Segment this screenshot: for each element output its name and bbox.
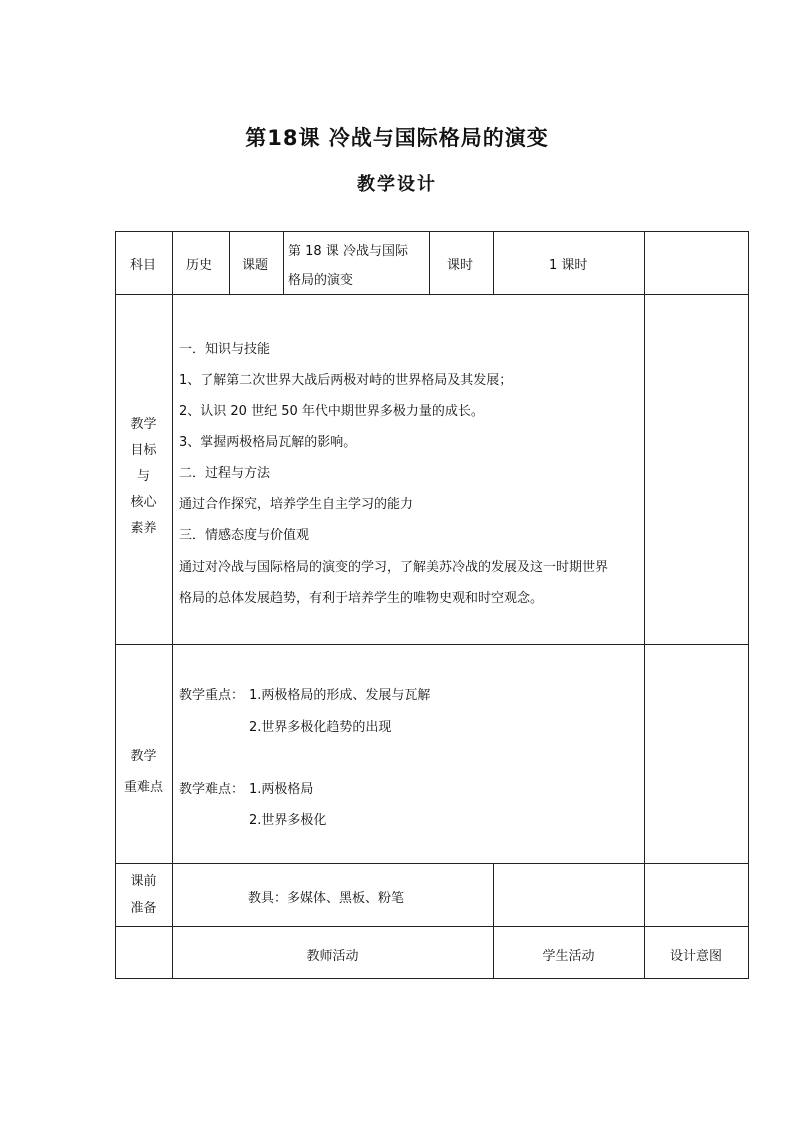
hours-value: 1 课时 [549, 258, 588, 273]
objective-item: 通过合作探究，培养学生自主学习的能力 [179, 497, 414, 512]
objectives-label-line: 素养 [130, 521, 157, 536]
student-activity-header: 学生活动 [542, 949, 595, 964]
topic-value-line-2: 格局的演变 [288, 273, 354, 288]
objectives-label-line: 教学 [130, 417, 157, 432]
table-rule [115, 294, 749, 295]
objective-item: 格局的总体发展趋势，有利于培养学生的唯物史观和时空观念。 [179, 591, 544, 606]
topic-value-line-1: 第 18 课 冷战与国际 [288, 244, 408, 259]
objective-heading-values: 三．情感态度与价值观 [179, 528, 310, 543]
subject-value: 历史 [186, 258, 213, 273]
objective-item: 通过对冷战与国际格局的演变的学习，了解美苏冷战的发展及这一时期世界 [179, 560, 609, 575]
focus-label: 教学重点： [179, 688, 245, 703]
keypoints-label [115, 741, 172, 803]
topic-label: 课题 [242, 258, 269, 273]
objectives-label [115, 412, 172, 542]
objectives-label-line: 目标 [130, 443, 157, 458]
focus-item: 2.世界多极化趋势的出现 [249, 720, 392, 735]
table-border-top [115, 231, 749, 232]
table-column-rule [229, 231, 230, 295]
table-border-bottom [115, 978, 749, 979]
preparation-label-line: 课前 [130, 874, 157, 889]
difficulty-item: 2.世界多极化 [249, 813, 327, 828]
preparation-tools: 教具：多媒体、黑板、粉笔 [248, 891, 405, 906]
difficulty-item: 1.两极格局 [249, 782, 314, 797]
document-title: 第18课 冷战与国际格局的演变 [245, 126, 549, 150]
subject-label: 科目 [130, 258, 157, 273]
preparation-label-line: 准备 [130, 901, 157, 916]
difficulty-label: 教学难点： [179, 782, 245, 797]
hours-label: 课时 [447, 258, 474, 273]
table-rule [115, 863, 749, 864]
focus-item: 1.两极格局的形成、发展与瓦解 [249, 688, 431, 703]
table-column-rule [283, 231, 284, 295]
table-column-rule [493, 231, 494, 295]
objective-heading-process: 二．过程与方法 [179, 466, 271, 481]
design-intent-header: 设计意图 [669, 949, 722, 964]
objective-item: 3、掌握两极格局瓦解的影响。 [179, 435, 357, 450]
table-border-right [748, 231, 749, 979]
keypoints-label-line: 重难点 [123, 780, 163, 795]
table-border-left [115, 231, 116, 979]
objective-item: 1、了解第二次世界大战后两极对峙的世界格局及其发展； [179, 373, 513, 388]
objectives-label-line: 与 [136, 469, 150, 484]
table-column-rule [429, 231, 430, 295]
teacher-activity-header: 教师活动 [306, 949, 359, 964]
objective-heading-knowledge: 一．知识与技能 [179, 342, 271, 357]
keypoints-label-line: 教学 [130, 749, 157, 764]
table-rule [115, 644, 749, 645]
table-column-rule [172, 231, 173, 979]
objectives-label-line: 核心 [130, 495, 157, 510]
table-rule [115, 926, 749, 927]
table-column-rule [644, 231, 645, 979]
document-subtitle: 教学设计 [357, 174, 437, 195]
preparation-label [115, 868, 172, 922]
objective-item: 2、认识 20 世纪 50 年代中期世界多极力量的成长。 [179, 404, 484, 419]
